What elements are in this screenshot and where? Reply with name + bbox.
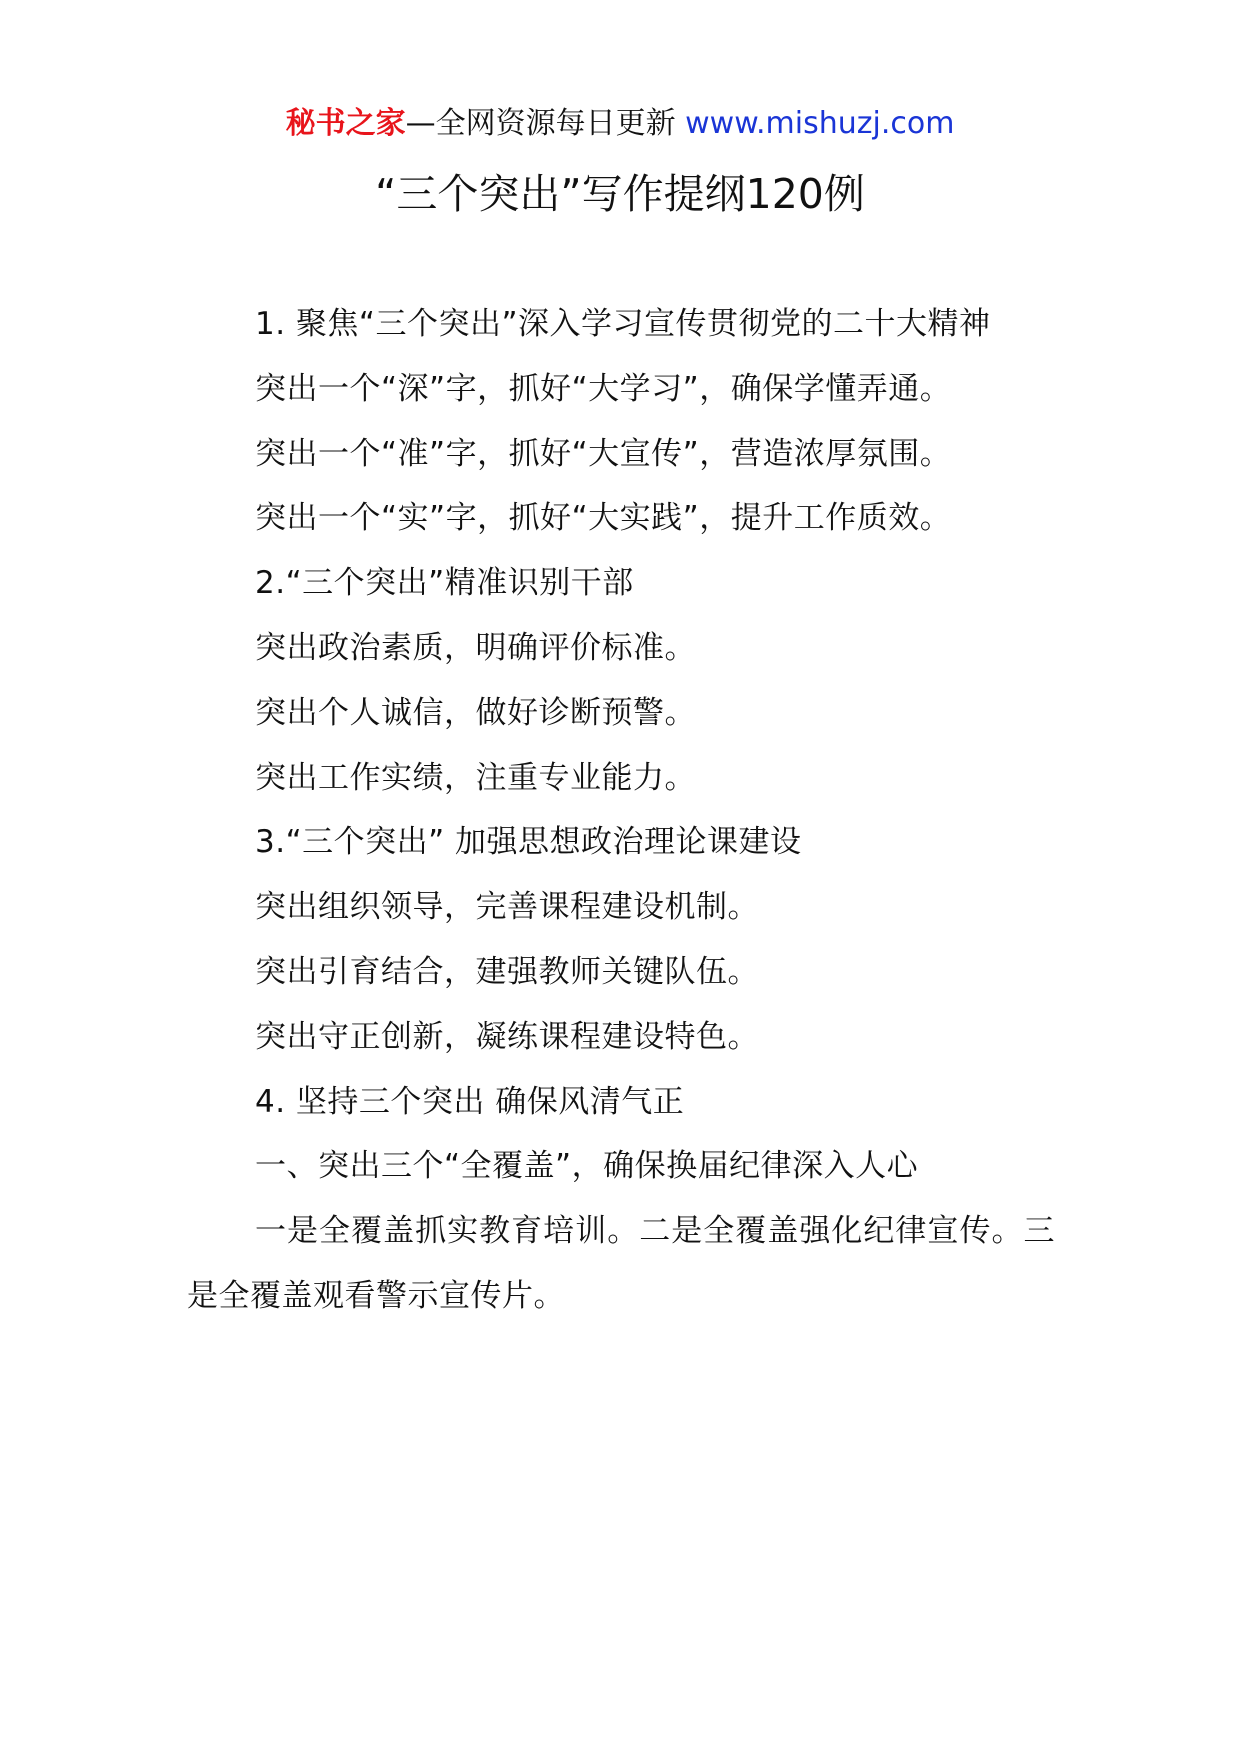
document-title: “三个突出”写作提纲120例 [375, 170, 865, 218]
section-heading-1: 1. 聚焦“三个突出”深入学习宣传贯彻党的二十大精神 [255, 306, 991, 342]
brand-name: 秘书之家 [285, 106, 406, 141]
paragraph: 突出守正创新，凝练课程建设特色。 [255, 1018, 759, 1055]
site-header [0, 101, 1240, 147]
paragraph: 突出一个“准”字，抓好“大宣传”，营造浓厚氛围。 [255, 435, 952, 472]
paragraph: 突出组织领导，完善课程建设机制。 [255, 889, 759, 926]
paragraph: 一、突出三个“全覆盖”，确保换届纪律深入人心 [255, 1148, 919, 1185]
paragraph: 突出引育结合，建强教师关键队伍。 [255, 953, 759, 990]
document-body [187, 292, 1055, 1329]
paragraph: 突出一个“深”字，抓好“大学习”，确保学懂弄通。 [255, 370, 952, 407]
section-heading-3: 3.“三个突出” 加强思想政治理论课建设 [255, 824, 802, 861]
site-url-link[interactable]: www.mishuzj.com [685, 106, 955, 141]
paragraph: 一是全覆盖抓实教育培训。二是全覆盖强化纪律宣传。三是全覆盖观看警示宣传片。 [187, 1213, 1055, 1314]
paragraph: 突出个人诚信，做好诊断预警。 [255, 694, 696, 731]
section-heading-2: 2.“三个突出”精准识别干部 [255, 565, 634, 602]
header-tagline: —全网资源每日更新 [405, 106, 676, 141]
paragraph: 突出一个“实”字，抓好“大实践”，提升工作质效。 [255, 500, 952, 537]
paragraph: 突出工作实绩，注重专业能力。 [255, 759, 696, 796]
section-heading-4: 4. 坚持三个突出 确保风清气正 [255, 1083, 685, 1120]
paragraph: 突出政治素质，明确评价标准。 [255, 629, 696, 666]
